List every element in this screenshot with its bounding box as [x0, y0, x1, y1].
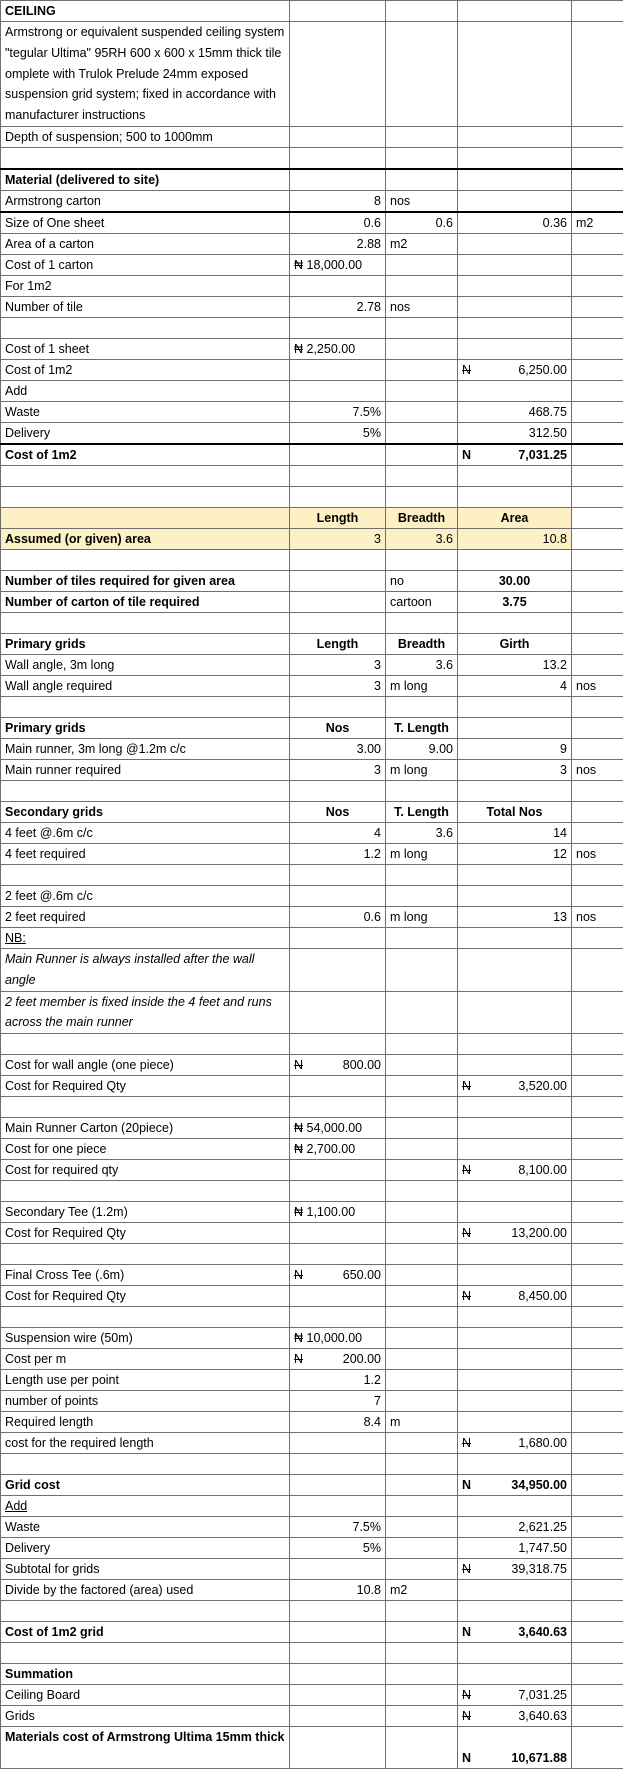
cell-label: Area of a carton — [1, 234, 290, 255]
title-row — [1, 1, 623, 22]
cell-value — [458, 1475, 572, 1496]
section-header: Primary grids — [1, 718, 290, 739]
cell-label: Cost per m — [1, 1349, 290, 1370]
note1-row — [1, 949, 623, 992]
amount: 7,031.25 — [518, 1688, 567, 1703]
cell-value: 30.00 — [458, 571, 572, 592]
cell-value — [290, 1349, 386, 1370]
cell-value: 3.75 — [458, 592, 572, 613]
cell-value: 8.4 — [290, 1412, 386, 1433]
cell-value: 7.5% — [290, 1517, 386, 1538]
wire-per-m-row — [1, 1349, 623, 1370]
suspension-row — [1, 127, 623, 148]
cell-value: 312.50 — [458, 423, 572, 445]
description-row — [1, 22, 623, 127]
naira-sign: N — [462, 1478, 472, 1493]
note-text: 2 feet member is fixed inside the 4 feet and runs across the main runner — [1, 991, 290, 1034]
column-header: Breadth — [386, 634, 458, 655]
cell-value: 9 — [458, 739, 572, 760]
amount: 8,450.00 — [518, 1289, 567, 1304]
cell-label: number of points — [1, 1391, 290, 1412]
naira-sign: N — [462, 1289, 472, 1304]
cell-label: Number of tiles required for given area — [1, 571, 290, 592]
summation-grids-row — [1, 1706, 623, 1727]
four-feet-row — [1, 823, 623, 844]
cell-value: 1,747.50 — [458, 1538, 572, 1559]
amount: 6,250.00 — [518, 363, 567, 377]
item-description: Armstrong or equivalent suspended ceiling system "tegular Ultima" 95RH 600 x 600 x 15mm thick tile omplete with Trulok Prelude 24mm exposed suspension grid system; fixed in accordance with manufacturer instructions — [1, 22, 290, 127]
nb-row — [1, 928, 623, 949]
cell-value — [458, 1727, 572, 1769]
cell-value: 10.8 — [458, 529, 572, 550]
cell-value: 0.36 — [458, 212, 572, 234]
cell-label: Cost for one piece — [1, 1139, 290, 1160]
sheet-title: CEILING — [1, 1, 290, 22]
wire-cost-row — [1, 1433, 623, 1454]
note-text: Main Runner is always installed after the wall angle — [1, 949, 290, 992]
cell-value — [458, 1076, 572, 1097]
summation-board-row — [1, 1685, 623, 1706]
cell-value: 4 — [290, 823, 386, 844]
material-total-row — [1, 444, 623, 466]
cell-unit: cartoon — [386, 592, 458, 613]
cell-label: Divide by the factored (area) used — [1, 1580, 290, 1601]
cell-value: 2,621.25 — [458, 1517, 572, 1538]
cell-value — [458, 1223, 572, 1244]
cell-unit: m — [386, 1412, 458, 1433]
runner-piece-row — [1, 1139, 623, 1160]
grid-subtotal-row — [1, 1559, 623, 1580]
amount: 3,640.63 — [518, 1709, 567, 1724]
cell-label: 4 feet @.6m c/c — [1, 823, 290, 844]
cell-unit: nos — [572, 844, 623, 865]
amount: 39,318.75 — [511, 1562, 567, 1577]
cell-value: 3 — [290, 529, 386, 550]
wall-angle-header-row — [1, 634, 623, 655]
cell-value: 13 — [458, 907, 572, 928]
cell-label: Add — [1, 381, 290, 402]
cell-unit: nos — [386, 297, 458, 318]
column-header: Nos — [290, 718, 386, 739]
cell-value: 8 — [290, 191, 386, 213]
cell-label: Cost for required qty — [1, 1160, 290, 1181]
cell-value — [458, 1160, 572, 1181]
cell-label: Cost for wall angle (one piece) — [1, 1055, 290, 1076]
cell-label: Armstrong carton — [1, 191, 290, 213]
cell-label: Secondary Tee (1.2m) — [1, 1202, 290, 1223]
cell-value — [458, 444, 572, 466]
tiles-required-row — [1, 571, 623, 592]
cell-value — [290, 1265, 386, 1286]
cell-label: Cost of 1 sheet — [1, 339, 290, 360]
column-header: Total Nos — [458, 802, 572, 823]
cell-value: 3 — [290, 655, 386, 676]
naira-sign: N — [462, 1562, 472, 1577]
cell-unit: no — [386, 571, 458, 592]
grid-cost-row — [1, 1475, 623, 1496]
cell-unit: m2 — [386, 1580, 458, 1601]
cell-label: Delivery — [1, 1538, 290, 1559]
cell-value — [458, 1622, 572, 1643]
cell-value: 10.8 — [290, 1580, 386, 1601]
amount: 3,520.00 — [518, 1079, 567, 1094]
sheet-size-row — [1, 212, 623, 234]
summation-total-row — [1, 1727, 623, 1769]
cell-label: Cost of 1m2 — [1, 444, 290, 466]
cell-label: Waste — [1, 402, 290, 423]
cell-label: Grids — [1, 1706, 290, 1727]
cell-label: Size of One sheet — [1, 212, 290, 234]
naira-sign: N — [462, 1226, 472, 1241]
cell-label: Wall angle required — [1, 676, 290, 697]
cell-unit: m long — [386, 907, 458, 928]
cell-label: Add — [1, 1496, 290, 1517]
section-header: Summation — [1, 1664, 290, 1685]
cell-value: 13.2 — [458, 655, 572, 676]
material-header: Material (delivered to site) — [1, 169, 290, 191]
amount: 13,200.00 — [511, 1226, 567, 1241]
cell-label: Cost of 1m2 grid — [1, 1622, 290, 1643]
cell-value: ₦ 2,250.00 — [290, 339, 386, 360]
cell-value — [458, 1559, 572, 1580]
cell-value: 3 — [290, 760, 386, 781]
runner-required-cost-row — [1, 1160, 623, 1181]
cell-unit: m2 — [572, 212, 623, 234]
cell-value: ₦ 54,000.00 — [290, 1118, 386, 1139]
cell-value — [458, 360, 572, 381]
cell-value: ₦ 18,000.00 — [290, 255, 386, 276]
carton-row — [1, 191, 623, 213]
cell-label: Cost of 1 carton — [1, 255, 290, 276]
cell-unit: m long — [386, 760, 458, 781]
amount: 8,100.00 — [518, 1163, 567, 1178]
naira-sign: N — [462, 1688, 472, 1703]
naira-sign: N — [462, 1625, 472, 1640]
cell-label: Main runner, 3m long @1.2m c/c — [1, 739, 290, 760]
grid-delivery-row — [1, 1538, 623, 1559]
cell-value — [290, 1055, 386, 1076]
wire-points-row — [1, 1391, 623, 1412]
cell-value: 1.2 — [290, 844, 386, 865]
cell-value: 1.2 — [290, 1370, 386, 1391]
cell-value: 3 — [290, 676, 386, 697]
amount: 1,680.00 — [518, 1436, 567, 1451]
cell-label: Materials cost of Armstrong Ultima 15mm thick — [1, 1727, 290, 1769]
area-header-row — [1, 508, 623, 529]
cell-value: 0.6 — [386, 212, 458, 234]
cell-label: Cost of 1m2 — [1, 360, 290, 381]
cell-value: 3.00 — [290, 739, 386, 760]
wire-row — [1, 1328, 623, 1349]
column-header: T. Length — [386, 802, 458, 823]
tiles-row — [1, 297, 623, 318]
cell-value: 4 — [458, 676, 572, 697]
cell-unit: nos — [572, 907, 623, 928]
main-runner-row — [1, 739, 623, 760]
cell-label: Grid cost — [1, 1475, 290, 1496]
wall-angle-cost-row — [1, 1055, 623, 1076]
grid-waste-row — [1, 1517, 623, 1538]
cell-unit: nos — [572, 676, 623, 697]
cell-value: 14 — [458, 823, 572, 844]
cell-value: 3 — [458, 760, 572, 781]
carton-required-row — [1, 592, 623, 613]
cell-label: 2 feet required — [1, 907, 290, 928]
cell-value: 12 — [458, 844, 572, 865]
cell-value: 9.00 — [386, 739, 458, 760]
delivery-row — [1, 423, 623, 445]
naira-sign: N — [462, 1751, 472, 1766]
cell-label: 2 feet @.6m c/c — [1, 886, 290, 907]
cell-label: Final Cross Tee (.6m) — [1, 1265, 290, 1286]
carton-area-row — [1, 234, 623, 255]
column-header: T. Length — [386, 718, 458, 739]
naira-sign: N — [462, 448, 472, 462]
secondary-tee-row — [1, 1202, 623, 1223]
cell-label: Length use per point — [1, 1370, 290, 1391]
cell-label: Subtotal for grids — [1, 1559, 290, 1580]
area-row — [1, 529, 623, 550]
cell-value: 0.6 — [290, 212, 386, 234]
cell-unit: m2 — [386, 234, 458, 255]
column-header: Length — [290, 634, 386, 655]
cell-value: ₦ 1,100.00 — [290, 1202, 386, 1223]
cell-value: 3.6 — [386, 655, 458, 676]
for-m2-row — [1, 276, 623, 297]
summation-header-row — [1, 1664, 623, 1685]
m2-cost-row — [1, 360, 623, 381]
wall-angle-required-row — [1, 676, 623, 697]
cell-label: Suspension wire (50m) — [1, 1328, 290, 1349]
cell-label: 4 feet required — [1, 844, 290, 865]
naira-sign: N — [462, 1079, 472, 1094]
cell-unit: m long — [386, 844, 458, 865]
naira-sign: N — [462, 363, 472, 377]
cell-value: ₦ 10,000.00 — [290, 1328, 386, 1349]
cell-value: 0.6 — [290, 907, 386, 928]
cell-value — [458, 1706, 572, 1727]
main-runner-header-row — [1, 718, 623, 739]
cell-label: Main runner required — [1, 760, 290, 781]
naira-sign: N — [294, 1058, 304, 1073]
cell-value: 7 — [290, 1391, 386, 1412]
amount: 34,950.00 — [511, 1478, 567, 1493]
column-header: Length — [290, 508, 386, 529]
two-feet-row — [1, 886, 623, 907]
note2-row — [1, 991, 623, 1034]
wire-per-point-row — [1, 1370, 623, 1391]
secondary-header-row — [1, 802, 623, 823]
cell-value — [458, 1286, 572, 1307]
naira-sign: N — [294, 1268, 304, 1283]
cell-label: Main Runner Carton (20piece) — [1, 1118, 290, 1139]
carton-cost-row — [1, 255, 623, 276]
cell-value: ₦ 2,700.00 — [290, 1139, 386, 1160]
cell-label: Assumed (or given) area — [1, 529, 290, 550]
cell-label: Required length — [1, 1412, 290, 1433]
grid-m2-row — [1, 1622, 623, 1643]
cell-label: Waste — [1, 1517, 290, 1538]
cell-value — [458, 1433, 572, 1454]
cell-label: For 1m2 — [1, 276, 290, 297]
wire-length-row — [1, 1412, 623, 1433]
sheet-cost-row — [1, 339, 623, 360]
amount: 7,031.25 — [518, 448, 567, 462]
cell-unit: nos — [386, 191, 458, 213]
cell-value: 2.78 — [290, 297, 386, 318]
material-header-row — [1, 169, 623, 191]
amount: 200.00 — [342, 1352, 381, 1367]
cell-label: cost for the required length — [1, 1433, 290, 1454]
four-feet-required-row — [1, 844, 623, 865]
wall-angle-row — [1, 655, 623, 676]
two-feet-required-row — [1, 907, 623, 928]
cell-label: Number of tile — [1, 297, 290, 318]
amount: 10,671.88 — [511, 1751, 567, 1766]
column-header: Girth — [458, 634, 572, 655]
section-header: Secondary grids — [1, 802, 290, 823]
grid-divide-row — [1, 1580, 623, 1601]
cell-unit: m long — [386, 676, 458, 697]
cell-label: Cost for Required Qty — [1, 1286, 290, 1307]
cross-tee-row — [1, 1265, 623, 1286]
column-header: Breadth — [386, 508, 458, 529]
amount: 650.00 — [342, 1268, 381, 1283]
cell-value: 3.6 — [386, 823, 458, 844]
naira-sign: N — [294, 1352, 304, 1367]
cell-value: 3.6 — [386, 529, 458, 550]
column-header: Area — [458, 508, 572, 529]
amount: 800.00 — [342, 1058, 381, 1073]
cell-value: 2.88 — [290, 234, 386, 255]
suspension-depth: Depth of suspension; 500 to 1000mm — [1, 127, 290, 148]
naira-sign: N — [462, 1163, 472, 1178]
cell-value — [458, 1685, 572, 1706]
cell-value: 5% — [290, 1538, 386, 1559]
waste-row — [1, 402, 623, 423]
cell-value: 7.5% — [290, 402, 386, 423]
add-row — [1, 381, 623, 402]
cell-label: Cost for Required Qty — [1, 1076, 290, 1097]
cell-label: Delivery — [1, 423, 290, 445]
note-label: NB: — [1, 928, 290, 949]
cell-label: Ceiling Board — [1, 1685, 290, 1706]
cell-value: 468.75 — [458, 402, 572, 423]
main-runner-required-row — [1, 760, 623, 781]
section-header: Primary grids — [1, 634, 290, 655]
naira-sign: N — [462, 1709, 472, 1724]
cell-unit: nos — [572, 760, 623, 781]
wall-angle-required-cost-row — [1, 1076, 623, 1097]
cross-tee-required-row — [1, 1286, 623, 1307]
secondary-tee-required-row — [1, 1223, 623, 1244]
naira-sign: N — [462, 1436, 472, 1451]
cell-label: Cost for Required Qty — [1, 1223, 290, 1244]
amount: 3,640.63 — [518, 1625, 567, 1640]
cell-label: Number of carton of tile required — [1, 592, 290, 613]
grid-add-row — [1, 1496, 623, 1517]
cell-value: 5% — [290, 423, 386, 445]
runner-carton-row — [1, 1118, 623, 1139]
column-header: Nos — [290, 802, 386, 823]
cell-label: Wall angle, 3m long — [1, 655, 290, 676]
